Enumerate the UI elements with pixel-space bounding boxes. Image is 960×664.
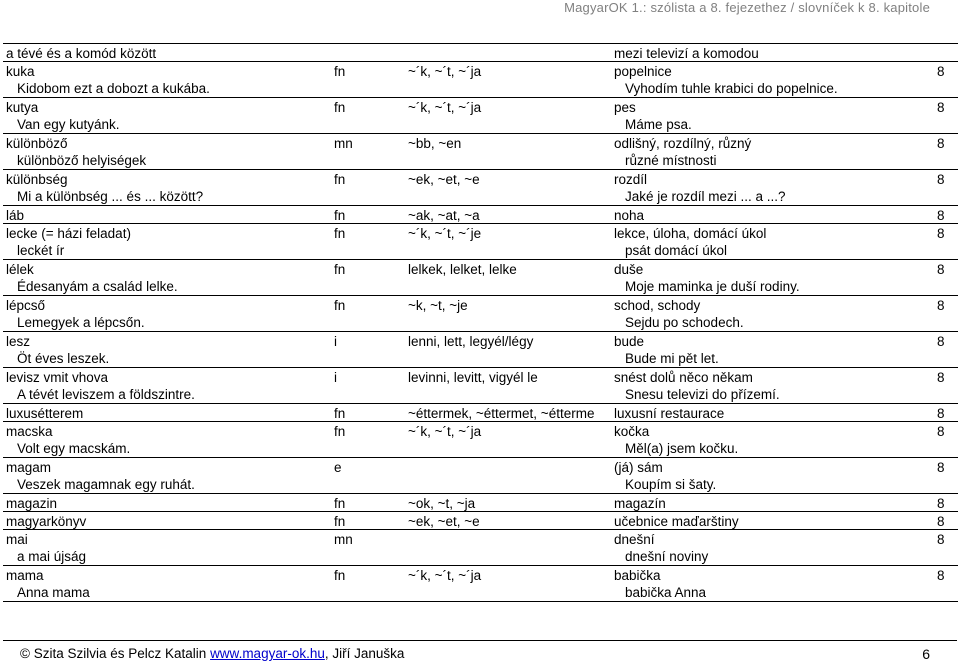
part-of-speech: fn <box>334 568 346 583</box>
part-of-speech: mn <box>334 532 353 547</box>
copyright-icon: © <box>20 646 30 661</box>
chapter-number: 8 <box>937 514 945 529</box>
chapter-number: 8 <box>937 64 945 79</box>
part-of-speech: fn <box>334 208 346 223</box>
czech-translation: odlišný, rozdílný, různý <box>614 136 752 151</box>
czech-example: Koupím si šaty. <box>625 477 717 492</box>
part-of-speech: fn <box>334 424 346 439</box>
czech-example: Moje maminka je duší rodiny. <box>625 279 800 294</box>
hungarian-example: a mai újság <box>17 549 87 564</box>
czech-translation: pes <box>614 100 636 115</box>
czech-translation: bude <box>614 334 645 349</box>
hungarian-example: Kidobom ezt a dobozt a kukába. <box>17 81 210 96</box>
chapter-number: 8 <box>937 226 945 241</box>
hungarian-word: a tévé és a komód között <box>6 46 157 61</box>
table-row <box>3 98 958 134</box>
table-row <box>3 422 958 458</box>
suffix-forms: ~´k, ~´t, ~´ja <box>408 100 482 115</box>
hungarian-word: mai <box>6 532 28 547</box>
chapter-number: 8 <box>937 496 945 511</box>
hungarian-example: Anna mama <box>17 585 90 600</box>
czech-translation: schod, schody <box>614 298 701 313</box>
footer-authors: Szita Szilvia és Pelcz Katalin <box>33 646 207 661</box>
hungarian-example: különböző helyiségek <box>17 153 147 168</box>
hungarian-example: Öt éves leszek. <box>17 351 110 366</box>
part-of-speech: fn <box>334 226 346 241</box>
czech-example: Bude mi pět let. <box>625 351 719 366</box>
table-row <box>3 224 958 260</box>
hungarian-word: magam <box>6 460 52 475</box>
table-row <box>3 44 958 62</box>
chapter-number: 8 <box>937 532 945 547</box>
chapter-number: 8 <box>937 136 945 151</box>
czech-translation: rozdíl <box>614 172 648 187</box>
part-of-speech: fn <box>334 496 346 511</box>
suffix-forms: ~ok, ~t, ~ja <box>408 496 476 511</box>
suffix-forms: ~bb, ~en <box>408 136 462 151</box>
suffix-forms: ~´k, ~´t, ~´ja <box>408 568 482 583</box>
table-row <box>3 296 958 332</box>
suffix-forms: ~´k, ~´t, ~´ja <box>408 64 482 79</box>
table-row <box>3 512 958 530</box>
hungarian-example: Volt egy macskám. <box>17 441 131 456</box>
hungarian-example: leckét ír <box>17 243 65 258</box>
part-of-speech: fn <box>334 64 346 79</box>
suffix-forms: ~éttermek, ~éttermet, ~étterme <box>408 406 595 421</box>
hungarian-word: lesz <box>6 334 31 349</box>
czech-example: Měl(a) jsem kočku. <box>625 441 739 456</box>
suffix-forms: ~ek, ~et, ~e <box>408 514 480 529</box>
czech-example: babička Anna <box>625 585 707 600</box>
page-number: 6 <box>922 646 930 662</box>
czech-translation: (já) sám <box>614 460 663 475</box>
table-row <box>3 404 958 422</box>
czech-translation: dnešní <box>614 532 655 547</box>
suffix-forms: lenni, lett, legyél/légy <box>408 334 534 349</box>
chapter-number: 8 <box>937 424 945 439</box>
footer-divider <box>3 640 957 641</box>
hungarian-word: különbség <box>6 172 68 187</box>
part-of-speech: i <box>334 334 337 349</box>
table-row <box>3 170 958 206</box>
hungarian-word: macska <box>6 424 53 439</box>
czech-example: Vyhodím tuhle krabici do popelnice. <box>625 81 838 96</box>
table-row <box>3 134 958 170</box>
part-of-speech: mn <box>334 136 353 151</box>
hungarian-word: luxusétterem <box>6 406 84 421</box>
chapter-number: 8 <box>937 262 945 277</box>
czech-translation: lekce, úloha, domácí úkol <box>614 226 767 241</box>
czech-translation: popelnice <box>614 64 672 79</box>
suffix-forms: lelkek, lelket, lelke <box>408 262 517 277</box>
czech-example: Jaké je rozdíl mezi ... a ...? <box>625 189 786 204</box>
chapter-number: 8 <box>937 100 945 115</box>
table-row <box>3 566 958 602</box>
czech-example: dnešní noviny <box>625 549 709 564</box>
chapter-number: 8 <box>937 460 945 475</box>
suffix-forms: ~k, ~t, ~je <box>408 298 468 313</box>
part-of-speech: i <box>334 370 337 385</box>
hungarian-word: levisz vmit vhova <box>6 370 109 385</box>
page-header-title: MagyarOK 1.: szólista a 8. fejezethez / slovníček k 8. kapitole <box>564 0 930 15</box>
chapter-number: 8 <box>937 172 945 187</box>
hungarian-word: kutya <box>6 100 39 115</box>
part-of-speech: fn <box>334 514 346 529</box>
czech-translation: snést dolů něco někam <box>614 370 753 385</box>
footer-coauthor: , Jiří Januška <box>324 646 405 661</box>
table-row <box>3 494 958 512</box>
czech-translation: mezi televizí a komodou <box>614 46 759 61</box>
czech-translation: luxusní restaurace <box>614 406 725 421</box>
website-link[interactable]: www.magyar-ok.hu <box>210 646 325 661</box>
part-of-speech: fn <box>334 172 346 187</box>
suffix-forms: ~´k, ~´t, ~´ja <box>408 424 482 439</box>
footer-credits <box>20 646 404 661</box>
hungarian-word: láb <box>6 208 25 223</box>
czech-translation: noha <box>614 208 645 223</box>
chapter-number: 8 <box>937 298 945 313</box>
chapter-number: 8 <box>937 370 945 385</box>
czech-translation: magazín <box>614 496 666 511</box>
hungarian-example: A tévét leviszem a földszintre. <box>17 387 195 402</box>
hungarian-word: magyarkönyv <box>6 514 87 529</box>
hungarian-example: Veszek magamnak egy ruhát. <box>17 477 195 492</box>
part-of-speech: fn <box>334 406 346 421</box>
czech-translation: kočka <box>614 424 650 439</box>
chapter-number: 8 <box>937 208 945 223</box>
suffix-forms: levinni, levitt, vigyél le <box>408 370 538 385</box>
hungarian-example: Van egy kutyánk. <box>17 117 120 132</box>
czech-example: Máme psa. <box>625 117 692 132</box>
suffix-forms: ~ek, ~et, ~e <box>408 172 480 187</box>
part-of-speech: e <box>334 460 342 475</box>
hungarian-word: lépcső <box>6 298 46 313</box>
table-row <box>3 62 958 98</box>
czech-example: Snesu televizi do přízemí. <box>625 387 780 402</box>
part-of-speech: fn <box>334 100 346 115</box>
hungarian-word: lecke (= házi feladat) <box>6 226 131 241</box>
hungarian-word: magazin <box>6 496 58 511</box>
hungarian-example: Mi a különbség ... és ... között? <box>17 189 204 204</box>
czech-example: psát domácí úkol <box>625 243 728 258</box>
hungarian-example: Édesanyám a család lelke. <box>17 279 178 294</box>
chapter-number: 8 <box>937 334 945 349</box>
part-of-speech: fn <box>334 298 346 313</box>
table-row <box>3 458 958 494</box>
table-row <box>3 260 958 296</box>
czech-translation: babička <box>614 568 661 583</box>
table-row <box>3 368 958 404</box>
hungarian-word: lélek <box>6 262 34 277</box>
part-of-speech: fn <box>334 262 346 277</box>
hungarian-example: Lemegyek a lépcsőn. <box>17 315 145 330</box>
czech-example: Sejdu po schodech. <box>625 315 744 330</box>
czech-translation: duše <box>614 262 644 277</box>
vocabulary-table <box>3 43 958 602</box>
czech-example: různé místnosti <box>625 153 717 168</box>
table-row <box>3 530 958 566</box>
suffix-forms: ~´k, ~´t, ~´je <box>408 226 482 241</box>
czech-translation: učebnice maďarštiny <box>614 514 739 529</box>
hungarian-word: kuka <box>6 64 35 79</box>
chapter-number: 8 <box>937 568 945 583</box>
suffix-forms: ~ak, ~at, ~a <box>408 208 480 223</box>
hungarian-word: különböző <box>6 136 68 151</box>
table-row <box>3 332 958 368</box>
hungarian-word: mama <box>6 568 44 583</box>
table-row <box>3 206 958 224</box>
chapter-number: 8 <box>937 406 945 421</box>
